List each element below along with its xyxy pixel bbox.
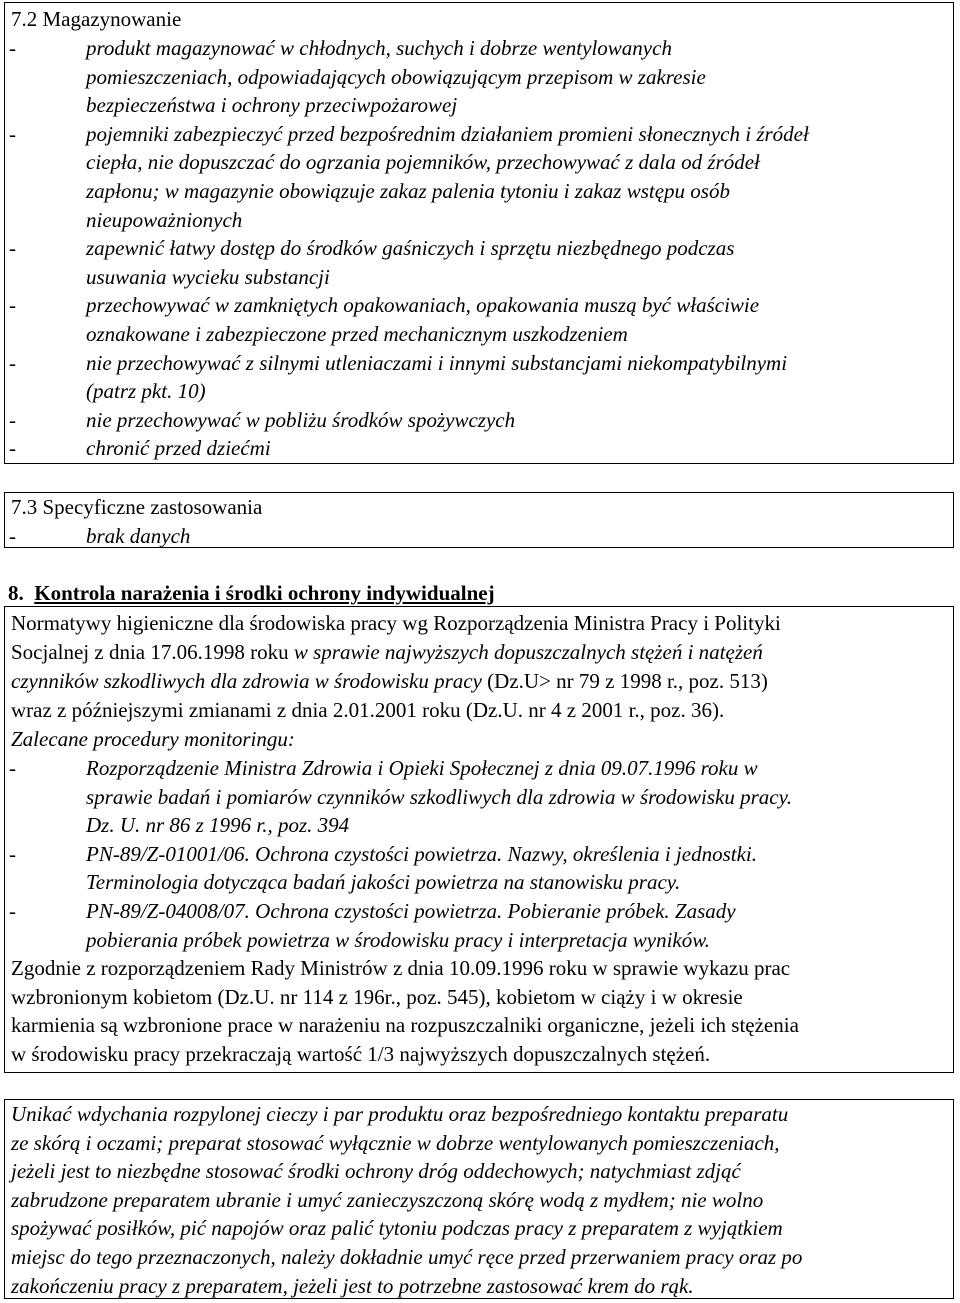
text-line: ciepła, nie dopuszczać do ogrzania pojemników, przechowywać z dala od źródeł: [86, 150, 760, 175]
list-dash: -: [9, 436, 16, 461]
section-7-2-box: [4, 2, 954, 464]
list-dash: -: [9, 121, 16, 146]
list-dash: -: [9, 236, 16, 261]
norm-line-2: [11, 638, 949, 667]
monitoring-title: Zalecane procedury monitoringu:: [11, 727, 295, 751]
section-8-number: 8.: [8, 581, 24, 605]
list-item-text: [86, 234, 949, 291]
list-item-text: [86, 120, 949, 234]
list-item-text: [86, 434, 949, 463]
norm-line-3: [11, 667, 949, 696]
text-line: pobierania próbek powietrza w środowisku pracy i interpretacja wyników.: [86, 927, 710, 952]
norm-line-1: Normatywy higieniczne dla środowiska pracy wg Rozporządzenia Ministra Pracy i Polityki: [11, 611, 781, 635]
list-dash: -: [9, 524, 16, 548]
text-line: zakończeniu pracy z preparatem, jeżeli jest to potrzebne zastosować krem do rąk.: [11, 1273, 694, 1298]
text-line: chronić przed dziećmi: [86, 436, 271, 461]
list-item-text: [86, 406, 949, 435]
section-7-2-title: 7.2 Magazynowanie: [11, 7, 182, 31]
norm-line-2-italic: w sprawie najwyższych dopuszczalnych stężeń i natężeń: [293, 640, 763, 664]
text-line: zapewnić łatwy dostęp do środków gaśniczych i sprzętu niezbędnego podczas: [86, 236, 735, 261]
norm-line-4: wraz z późniejszymi zmianami z dnia 2.01.2001 roku (Dz.U. nr 4 z 2001 r., poz. 36).: [11, 698, 725, 722]
section-7-3-title: 7.3 Specyficzne zastosowania: [11, 495, 263, 519]
text-line: Terminologia dotycząca badań jakości powietrza na stanowisku pracy.: [86, 870, 681, 895]
list-item: [9, 234, 949, 291]
text-line: nie przechowywać w pobliżu środków spożywczych: [86, 407, 516, 432]
list-item: [9, 349, 949, 406]
text-line: zabrudzone preparatem ubranie i umyć zanieczyszczoną skórę wodą z mydłem; nie wolno: [11, 1187, 764, 1212]
section-7-3-box: [4, 492, 954, 548]
list-dash: -: [9, 350, 16, 375]
text-line: przechowywać w zamkniętych opakowaniach, opakowania muszą być właściwie: [86, 293, 760, 318]
text-line: sprawie badań i pomiarów czynników szkodliwych dla zdrowia w środowisku pracy.: [86, 784, 793, 809]
text-line: pojemniki zabezpieczyć przed bezpośrednim działaniem promieni słonecznych i źródeł: [86, 121, 809, 146]
section-8-box: [4, 606, 954, 1073]
text-line: (patrz pkt. 10): [86, 379, 206, 404]
text-line: Dz. U. nr 86 z 1996 r., poz. 394: [86, 813, 350, 838]
text-line: nieupoważnionych: [86, 207, 243, 232]
text-line: ze skórą i oczami; preparat stosować wyłącznie w dobrze wentylowanych pomieszczeniach,: [11, 1130, 780, 1155]
text-line: pomieszczeniach, odpowiadających obowiązującym przepisom w zakresie: [86, 64, 706, 89]
list-item: [9, 34, 949, 120]
list-dash: -: [9, 899, 16, 923]
list-item-text: [86, 897, 949, 954]
list-item-text: [86, 291, 949, 348]
list-item: [9, 291, 949, 348]
specific-use-item: [9, 522, 949, 551]
list-dash: -: [9, 407, 16, 432]
text-line: zapłonu; w magazynie obowiązuje zakaz palenia tytoniu i zakaz wstępu osób: [86, 178, 730, 203]
norm-line-3-italic: czynników szkodliwych dla zdrowia w środowisku pracy: [11, 669, 488, 693]
section-8-title: Kontrola narażenia i środki ochrony indywidualnej: [34, 581, 495, 605]
text-line: produkt magazynować w chłodnych, suchych i dobrze wentylowanych: [86, 36, 672, 60]
text-line: jeżeli jest to niezbędne stosować środki ochrony dróg oddechowych; natychmiast zdjąć: [11, 1159, 741, 1184]
text-line: miejsc do tego przeznaczonych, należy dokładnie umyć ręce przed przerwaniem pracy oraz po: [11, 1245, 803, 1269]
text-line: karmienia są wzbronione prace w narażeniu na rozpuszczalniki organiczne, jeżeli ich stężenia: [11, 1013, 799, 1038]
list-item: [9, 840, 949, 897]
exposure-avoidance-box: [4, 1099, 954, 1299]
text-line: spożywać posiłków, pić napojów oraz palić tytoniu podczas pracy z preparatem z wyjątkiem: [11, 1216, 783, 1241]
norm-line-2-regular: Socjalnej z dnia 17.06.1998 roku: [11, 640, 294, 664]
specific-use-text: brak danych: [86, 524, 191, 548]
text-line: PN-89/Z-01001/06. Ochrona czystości powietrza. Nazwy, określenia i jednostki.: [86, 841, 757, 866]
text-line: w środowisku pracy przekraczają wartość 1/3 najwyższych dopuszczalnych stężeń.: [11, 1041, 711, 1066]
list-item: [9, 120, 949, 234]
list-item-text: [86, 840, 949, 897]
list-dash: -: [9, 841, 16, 866]
section-8-heading: [8, 579, 495, 608]
text-line: PN-89/Z-04008/07. Ochrona czystości powietrza. Pobieranie próbek. Zasady: [86, 899, 736, 923]
list-item-text: [86, 34, 949, 120]
text-line: wzbronionym kobietom (Dz.U. nr 114 z 196r., poz. 545), kobietom w ciąży i w okresie: [11, 984, 743, 1009]
list-item: [9, 434, 949, 463]
text-line: oznakowane i zabezpieczone przed mechanicznym uszkodzeniem: [86, 321, 628, 346]
list-item: [9, 897, 949, 954]
list-item: [9, 406, 949, 435]
norm-line-3-regular: (Dz.U> nr 79 z 1998 r., poz. 513): [487, 669, 768, 693]
list-item: [9, 754, 949, 840]
text-line: Zgodnie z rozporządzeniem Rady Ministrów z dnia 10.09.1996 roku w sprawie wykazu prac: [11, 956, 791, 980]
list-item-text: [86, 754, 949, 840]
text-line: nie przechowywać z silnymi utleniaczami i innymi substancjami niekompatybilnymi: [86, 350, 788, 375]
text-line: usuwania wycieku substancji: [86, 264, 330, 289]
list-dash: -: [9, 36, 16, 60]
text-line: Unikać wdychania rozpylonej cieczy i par produktu oraz bezpośredniego kontaktu preparatu: [11, 1102, 789, 1126]
list-item-text: [86, 349, 949, 406]
text-line: Rozporządzenie Ministra Zdrowia i Opieki Społecznej z dnia 09.07.1996 roku w: [86, 756, 758, 780]
list-dash: -: [9, 756, 16, 780]
list-dash: -: [9, 293, 16, 318]
text-line: bezpieczeństwa i ochrony przeciwpożarowej: [86, 93, 458, 118]
